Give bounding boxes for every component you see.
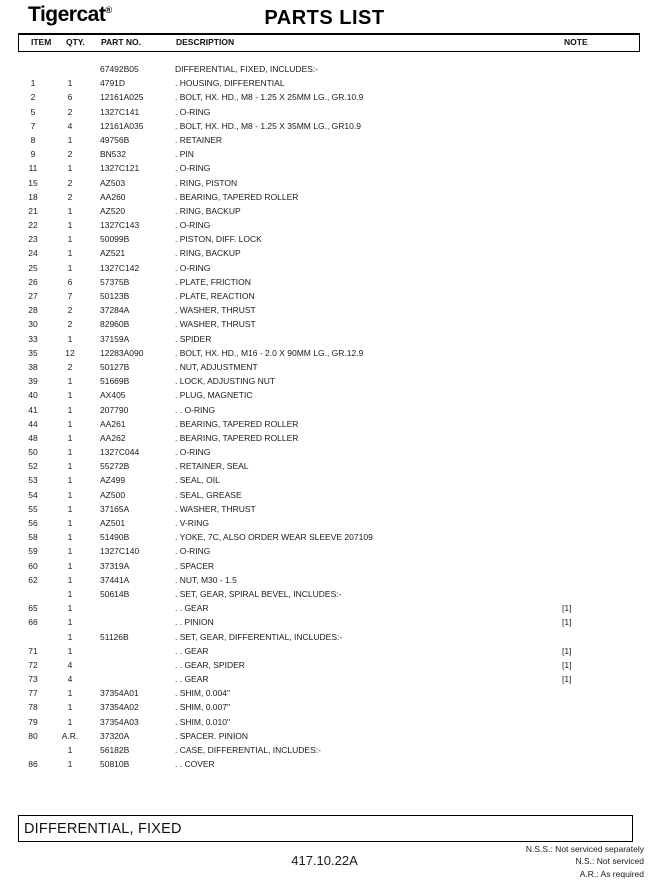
cell-qty: 1	[67, 759, 73, 770]
cell-description: . . O-RING	[175, 404, 216, 415]
table-row	[0, 502, 649, 516]
cell-part-no: 57375B	[100, 276, 130, 287]
cell-item: 11	[28, 163, 38, 174]
cell-qty: 1	[67, 617, 73, 628]
cell-description: . BOLT, HX. HD., M8 - 1.25 X 25MM LG., GR.10.9	[175, 92, 364, 103]
table-row	[0, 76, 649, 90]
table-row	[0, 686, 649, 700]
cell-qty: 1	[67, 220, 73, 231]
cell-note: [1]	[562, 659, 572, 670]
cell-description: . O-RING	[175, 163, 211, 174]
cell-description: . RING, BACKUP	[175, 205, 241, 216]
cell-part-no: 1327C143	[100, 220, 140, 231]
cell-part-no: 207790	[100, 404, 129, 415]
cell-item: 39	[28, 376, 38, 387]
cell-part-no: AA262	[100, 432, 126, 443]
cell-qty: 1	[67, 745, 73, 755]
cell-qty: 4	[67, 659, 73, 670]
cell-qty: 1	[67, 248, 73, 259]
cell-description: . YOKE, 7C, ALSO ORDER WEAR SLEEVE 207109	[175, 532, 373, 543]
cell-item: 80	[28, 730, 38, 741]
cell-description: . PLATE, FRICTION	[175, 276, 251, 287]
cell-qty: 1	[67, 716, 73, 727]
cell-part-no: BN532	[100, 149, 126, 160]
cell-description: . WASHER, THRUST	[175, 319, 256, 330]
legend-line-ns: N.S.: Not serviced	[575, 856, 644, 867]
cell-description: . CASE, DIFFERENTIAL, INCLUDES:-	[175, 745, 321, 755]
cell-item: 25	[28, 262, 38, 273]
cell-part-no: 4791D	[100, 78, 126, 89]
cell-part-no: 37159A	[100, 333, 130, 344]
cell-description: . . PINION	[175, 617, 214, 628]
cell-qty: 6	[67, 92, 73, 103]
cell-qty: 1	[67, 702, 73, 713]
cell-qty: 1	[67, 574, 73, 585]
table-row	[0, 658, 649, 672]
table-row	[0, 715, 649, 729]
table-row	[0, 204, 649, 218]
table-row	[0, 105, 649, 119]
cell-part-no: AZ521	[100, 248, 126, 259]
table-row	[0, 119, 649, 133]
cell-description: . . GEAR	[175, 603, 209, 614]
cell-description: . BEARING, TAPERED ROLLER	[175, 418, 299, 429]
cell-item: 72	[28, 659, 38, 670]
cell-qty: 4	[67, 674, 73, 685]
cell-qty: 12	[65, 347, 75, 358]
cell-item: 54	[28, 489, 38, 500]
cell-description: . SET, GEAR, SPIRAL BEVEL, INCLUDES:-	[175, 588, 342, 599]
cell-description: . SPACER. PINION	[175, 730, 249, 741]
cell-qty: 1	[67, 503, 73, 514]
table-row	[0, 374, 649, 388]
table-row	[0, 147, 649, 161]
table-row	[0, 700, 649, 714]
table-row	[0, 630, 649, 644]
cell-description: . . GEAR	[175, 645, 209, 656]
table-row	[0, 275, 649, 289]
cell-description: . WASHER, THRUST	[175, 503, 256, 514]
cell-item: 18	[28, 191, 38, 202]
cell-note: [1]	[562, 617, 572, 628]
cell-qty: 1	[67, 588, 73, 599]
cell-item: 53	[28, 475, 38, 486]
cell-item: 44	[28, 418, 38, 429]
cell-part-no: 1327C140	[100, 546, 140, 557]
cell-part-no: 37284A	[100, 305, 130, 316]
table-row	[0, 360, 649, 374]
cell-qty: 1	[67, 134, 73, 145]
cell-part-no: AZ500	[100, 489, 126, 500]
cell-qty: 1	[67, 262, 73, 273]
cell-qty: 2	[67, 319, 73, 330]
cell-qty: 1	[67, 631, 73, 642]
table-row	[0, 516, 649, 530]
cell-part-no: 37165A	[100, 503, 130, 514]
cell-description: . BEARING, TAPERED ROLLER	[175, 432, 299, 443]
cell-part-no: 50614B	[100, 588, 130, 599]
cell-part-no: 1327C121	[100, 163, 140, 174]
cell-part-no: 50127B	[100, 361, 130, 372]
cell-item: 26	[28, 276, 38, 287]
cell-description: . NUT, M30 - 1.5	[175, 574, 237, 585]
cell-part-no: 56182B	[100, 745, 130, 755]
cell-item: 65	[28, 603, 38, 614]
cell-qty: 1	[67, 390, 73, 401]
cell-description: . SEAL, GREASE	[175, 489, 242, 500]
table-row	[0, 530, 649, 544]
cell-qty: 1	[67, 205, 73, 216]
table-row	[0, 644, 649, 658]
legend-line-nss: N.S.S.: Not serviced separately	[525, 844, 644, 854]
table-row	[0, 289, 649, 303]
table-row	[0, 445, 649, 459]
cell-item: 73	[28, 674, 38, 685]
cell-part-no: 51669B	[100, 376, 130, 387]
cell-description: . SEAL, OIL	[175, 475, 220, 486]
cell-description: . O-RING	[175, 106, 211, 117]
cell-qty: 1	[67, 532, 73, 543]
cell-part-no: AZ499	[100, 475, 126, 486]
cell-part-no: 37320A	[100, 730, 130, 741]
cell-description: . LOCK, ADJUSTING NUT	[175, 376, 276, 387]
column-header-description: DESCRIPTION	[176, 37, 235, 47]
cell-part-no: 51126B	[100, 631, 129, 642]
cell-description: . BOLT, HX. HD., M8 - 1.25 X 35MM LG., GR10.9	[175, 120, 361, 131]
cell-item: 27	[28, 291, 38, 301]
page-title: PARTS LIST	[264, 7, 385, 29]
cell-description: . BEARING, TAPERED ROLLER	[175, 191, 299, 202]
table-row	[0, 317, 649, 331]
cell-item: 60	[28, 560, 38, 571]
cell-item: 7	[30, 120, 36, 131]
cell-item: 71	[28, 645, 38, 656]
cell-item: 5	[30, 106, 36, 117]
cell-part-no: 50123B	[100, 291, 130, 301]
cell-description: . SHIM, 0.007"	[175, 702, 230, 713]
cell-part-no: AA260	[100, 191, 126, 202]
cell-part-no: 55272B	[100, 461, 130, 472]
table-row	[0, 190, 649, 204]
table-row	[0, 672, 649, 686]
cell-item: 79	[28, 716, 38, 727]
cell-part-no: AZ520	[100, 205, 126, 216]
cell-qty: 1	[67, 78, 73, 89]
table-row	[0, 729, 649, 743]
table-row	[0, 473, 649, 487]
cell-part-no: 1327C141	[100, 106, 140, 117]
cell-description: . BOLT, HX. HD., M16 - 2.0 X 90MM LG., GR.12.9	[175, 347, 364, 358]
cell-qty: 2	[67, 361, 73, 372]
cell-item: 33	[28, 333, 38, 344]
table-row	[0, 218, 649, 232]
column-header-item: ITEM	[31, 37, 52, 47]
cell-description: . SHIM, 0.010"	[175, 716, 230, 727]
cell-item: 66	[28, 617, 38, 628]
table-row	[0, 232, 649, 246]
abbreviation-legend	[526, 843, 644, 880]
cell-part-no: 50099B	[100, 234, 130, 245]
cell-qty: 1	[67, 560, 73, 571]
table-row	[0, 346, 649, 360]
cell-item: 48	[28, 432, 38, 443]
cell-qty: 1	[67, 432, 73, 443]
assembly-title: DIFFERENTIAL, FIXED	[24, 820, 182, 837]
cell-part-no: 12161A035	[100, 120, 144, 131]
cell-description: . SET, GEAR, DIFFERENTIAL, INCLUDES:-	[175, 631, 343, 642]
assembly-title-box	[18, 815, 633, 842]
cell-qty: 1	[67, 518, 73, 528]
cell-qty: 2	[67, 191, 73, 202]
registered-trademark-symbol: ®	[105, 5, 112, 15]
cell-part-no: 37441A	[100, 574, 130, 585]
cell-qty: 1	[67, 475, 73, 486]
cell-qty: 7	[67, 291, 73, 301]
cell-qty: 1	[67, 404, 73, 415]
cell-part-no: 37354A02	[100, 702, 139, 713]
cell-item: 55	[28, 503, 38, 514]
table-row	[0, 176, 649, 190]
cell-item: 86	[28, 759, 38, 770]
cell-part-no: AX405	[100, 390, 126, 401]
cell-part-no: 12283A090	[100, 347, 144, 358]
cell-item: 41	[28, 404, 38, 415]
cell-description: . PLUG, MAGNETIC	[175, 390, 253, 401]
table-row	[0, 431, 649, 445]
table-row	[0, 544, 649, 558]
cell-description: . RING, BACKUP	[175, 248, 241, 259]
cell-qty: 1	[67, 546, 73, 557]
cell-qty: 1	[67, 603, 73, 614]
cell-part-no: 37319A	[100, 560, 130, 571]
column-header-part-no: PART NO.	[101, 37, 141, 47]
cell-description: . O-RING	[175, 220, 211, 231]
cell-item: 35	[28, 347, 38, 358]
cell-item: 78	[28, 702, 38, 713]
cell-part-no: 51490B	[100, 532, 130, 543]
table-row	[0, 246, 649, 260]
cell-part-no: 37354A01	[100, 688, 139, 699]
cell-item: 24	[28, 248, 38, 259]
cell-qty: 1	[67, 234, 73, 245]
table-row	[0, 62, 649, 76]
cell-item: 8	[30, 134, 36, 145]
cell-note: [1]	[562, 674, 572, 685]
cell-qty: 1	[67, 163, 73, 174]
cell-item: 2	[30, 92, 36, 103]
cell-qty: 2	[67, 177, 73, 188]
cell-item: 52	[28, 461, 38, 472]
cell-description: . O-RING	[175, 447, 211, 458]
cell-description: . . GEAR, SPIDER	[175, 659, 245, 670]
cell-qty: 1	[67, 688, 73, 699]
table-row	[0, 161, 649, 175]
cell-item: 56	[28, 518, 38, 528]
cell-item: 22	[28, 220, 38, 231]
legend-line-ar: A.R.: As required	[579, 868, 644, 879]
cell-item: 38	[28, 361, 38, 372]
cell-qty: 1	[67, 489, 73, 500]
table-row	[0, 403, 649, 417]
cell-description: . PISTON, DIFF. LOCK	[175, 234, 262, 245]
cell-description: DIFFERENTIAL, FIXED, INCLUDES:-	[175, 64, 319, 74]
cell-description: . V-RING	[175, 518, 210, 528]
table-row	[0, 587, 649, 601]
cell-description: . O-RING	[175, 546, 211, 557]
cell-part-no: AZ501	[100, 518, 126, 528]
table-row	[0, 757, 649, 771]
table-row	[0, 90, 649, 104]
cell-item: 58	[28, 532, 38, 543]
cell-qty: 1	[67, 461, 73, 472]
cell-qty: 1	[67, 333, 73, 344]
cell-part-no: 1327C044	[100, 447, 140, 458]
table-row	[0, 615, 649, 629]
cell-description: . NUT, ADJUSTMENT	[175, 361, 258, 372]
brand-logo-text: Tigercat	[28, 3, 106, 26]
table-header	[18, 33, 640, 52]
cell-description: . WASHER, THRUST	[175, 305, 256, 316]
cell-item: 62	[28, 574, 38, 585]
cell-part-no: 50810B	[100, 759, 130, 770]
cell-description: . . COVER	[175, 759, 215, 770]
table-row	[0, 133, 649, 147]
table-row	[0, 261, 649, 275]
table-row	[0, 601, 649, 615]
cell-item: 21	[28, 205, 38, 216]
table-row	[0, 332, 649, 346]
cell-qty: 1	[67, 418, 73, 429]
cell-item: 40	[28, 390, 38, 401]
cell-item: 1	[30, 78, 36, 89]
table-row	[0, 488, 649, 502]
cell-qty: 6	[67, 276, 73, 287]
cell-item: 9	[30, 149, 36, 160]
table-row	[0, 303, 649, 317]
cell-description: . PIN	[175, 149, 194, 160]
cell-qty: 1	[67, 447, 73, 458]
document-code: 417.10.22A	[291, 853, 358, 868]
cell-qty: 4	[67, 120, 73, 131]
cell-qty: 2	[67, 106, 73, 117]
cell-description: . SPACER	[175, 560, 215, 571]
cell-item: 15	[28, 177, 38, 188]
cell-part-no: 1327C142	[100, 262, 140, 273]
cell-description: . RETAINER	[175, 134, 223, 145]
cell-qty: 2	[67, 149, 73, 160]
parts-table-body	[0, 62, 649, 771]
cell-part-no: 49756B	[100, 134, 130, 145]
table-row	[0, 559, 649, 573]
cell-item: 50	[28, 447, 38, 458]
cell-description: . HOUSING, DIFFERENTIAL	[175, 78, 285, 89]
cell-description: . RING, PISTON	[175, 177, 238, 188]
cell-description: . SPIDER	[175, 333, 212, 344]
cell-qty: A.R.	[61, 730, 79, 741]
table-row	[0, 743, 649, 757]
column-header-qty: QTY.	[66, 37, 85, 47]
cell-part-no: AA261	[100, 418, 126, 429]
cell-part-no: AZ503	[100, 177, 126, 188]
table-row	[0, 459, 649, 473]
cell-note: [1]	[562, 603, 572, 614]
cell-part-no: 37354A03	[100, 716, 139, 727]
cell-part-no: 12161A025	[100, 92, 144, 103]
cell-description: . RETAINER, SEAL	[175, 461, 249, 472]
column-header-note: NOTE	[564, 37, 588, 47]
table-row	[0, 573, 649, 587]
cell-note: [1]	[562, 645, 572, 656]
cell-item: 77	[28, 688, 38, 699]
cell-description: . PLATE, REACTION	[175, 291, 255, 301]
cell-item: 59	[28, 546, 38, 557]
cell-part-no: 82960B	[100, 319, 130, 330]
cell-description: . O-RING	[175, 262, 211, 273]
cell-item: 28	[28, 305, 38, 316]
cell-qty: 1	[67, 376, 73, 387]
cell-qty: 2	[67, 305, 73, 316]
table-row	[0, 417, 649, 431]
cell-description: . SHIM, 0.004"	[175, 688, 230, 699]
cell-part-no: 67492B05	[100, 64, 139, 74]
cell-item: 30	[28, 319, 38, 330]
table-row	[0, 388, 649, 402]
cell-item: 23	[28, 234, 38, 245]
cell-description: . . GEAR	[175, 674, 209, 685]
cell-qty: 1	[67, 645, 73, 656]
